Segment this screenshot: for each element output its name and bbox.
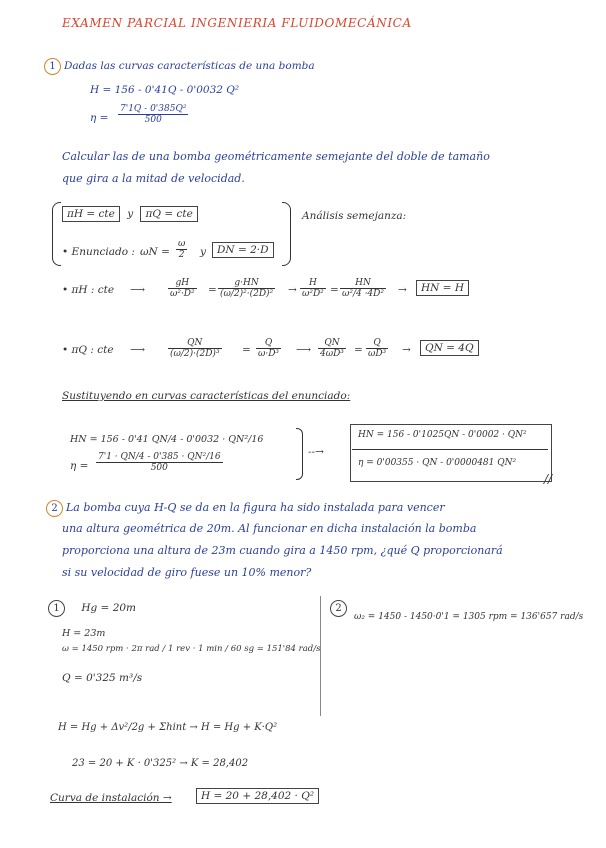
q1-task-line1: Calcular las de una bomba geométricamente semejante del doble de tamaño [62,150,490,163]
piq-f3-num: QN [318,338,346,349]
curva-eq-box: H = 20 + 28,402 · Q² [196,788,319,804]
hg-value: Hg = 20m [81,602,137,614]
analisis-label: Análisis semejanza: [302,210,407,222]
pi-q-row-label: • πQ : cte [62,344,114,356]
pih-f1-num: gH [168,278,197,289]
pih-frac-1 [168,278,197,299]
piq-frac-1 [168,338,222,359]
pi-h-row [62,208,198,220]
omega-conversion: ω = 1450 rpm · 2π rad / 1 rev · 1 min / 60 sg = 151'84 rad/s [62,644,321,654]
q2-line3: proporciona una altura de 23m cuando gira a 1450 rpm, ¿qué Q proporcionará [62,544,503,557]
q1-eta-num: 7'1Q - 0'385Q² [120,104,187,114]
and-1: y [127,208,134,220]
piq-f4-num: Q [366,338,388,349]
wn-lhs: ωN = [140,246,170,258]
piq-f1-den: (ω/2)·(2D)³ [170,349,220,359]
arrow-1: ⟶ [130,284,146,296]
eta-sub-label: η = [70,460,89,472]
k-substitution: 23 = 20 + K · 0'325² → K = 28,402 [72,758,249,769]
sub-right-brace [296,428,303,480]
left-brace [52,202,61,266]
arrow-3: → [398,284,407,296]
eta-sub-fraction [96,452,223,473]
result-eta: η = 0'00355 · QN - 0'0000481 QN² [358,458,517,468]
pih-result-wrap [416,282,469,294]
pi-q-box: πQ = cte [140,206,197,222]
hn-substituted: HN = 156 - 0'41 QN/4 - 0'0032 · QN²/16 [70,434,264,445]
and-2: y [200,246,206,258]
pih-frac-4 [340,278,386,299]
eq-2: = [330,284,339,296]
part2-circle: 2 [330,600,347,617]
omega2-line: ω₂ = 1450 - 1450·0'1 = 1305 rpm = 136'657 rad/s [354,612,584,622]
q1-intro: Dadas las curvas características de una bomba [64,60,315,72]
eq-1: = [208,284,217,296]
pih-f1-den: ω²·D² [170,289,195,299]
result-hn: HN = 156 - 0'1025QN - 0'0002 · QN² [358,430,527,440]
pi-h-box: πH = cte [62,206,120,222]
dn-box-wrap [212,244,274,256]
q-value: Q = 0'325 m³/s [62,672,143,684]
piq-result-box: QN = 4Q [420,340,479,356]
dn-box: DN = 2·D [212,242,274,258]
piq-result-wrap [420,342,479,354]
enunciado-label: • Enunciado : [62,246,135,258]
eq-3: = [242,344,251,356]
arrow-5: ⟶ [296,344,312,356]
pih-frac-3 [300,278,326,299]
part2-circle-wrap [330,600,350,617]
double-slash-mark: // [544,472,553,486]
eq-4: = [354,344,363,356]
q2-line1-row [46,500,445,517]
curva-instalacion-label: Curva de instalación → [50,792,172,804]
pih-f2-num: g·HN [218,278,275,289]
arrow-4: ⟶ [130,344,146,356]
q1-intro-row [44,58,315,75]
wn-fraction [176,239,187,260]
pih-f3-num: H [300,278,326,289]
piq-f3-den: 4ωD³ [320,349,344,359]
piq-f2-den: ω·D³ [258,349,280,359]
curva-eq-wrap [196,790,319,802]
h-23m: H = 23m [62,628,106,639]
q1-equation-h: H = 156 - 0'41Q - 0'0032 Q² [90,84,240,96]
q2-line2: una altura geométrica de 20m. Al funcionar en dicha instalación la bomba [62,522,477,535]
pih-f3-den: ω²D² [302,289,324,299]
q2-line1: La bomba cuya H-Q se da en la figura ha sido instalada para vencer [66,501,445,514]
q1-number-circle: 1 [44,58,61,75]
part1-row [48,600,136,617]
arrow-6: → [402,344,411,356]
pih-f4-den: ω²/4 ·4D² [342,289,384,299]
piq-f2-num: Q [256,338,281,349]
arrow-7: --→ [308,446,324,458]
wn-den: 2 [178,250,185,260]
q1-eta-fraction [118,104,188,125]
q1-eta-label: η = [90,112,109,124]
pih-f2-den: (ω/2)²·(2D)² [220,289,274,299]
q1-task-line2: que gira a la mitad de velocidad. [62,172,245,185]
piq-frac-2 [256,338,281,359]
piq-frac-4 [366,338,388,359]
exam-title: EXAMEN PARCIAL INGENIERIA FLUIDOMECÁNICA [62,16,412,30]
q2-line4: si su velocidad de giro fuese un 10% menor? [62,566,312,579]
eta-sub-den: 500 [150,463,168,473]
arrow-2: → [288,284,297,296]
pih-f4-num: HN [340,278,386,289]
energy-equation: H = Hg + Δv²/2g + Σhint → H = Hg + K·Q² [58,722,278,733]
pi-h-row-label: • πH : cte [62,284,115,296]
wn-num: ω [178,239,186,249]
pih-result-box: HN = H [416,280,469,296]
q2-number-circle: 2 [46,500,63,517]
results-divider [352,449,548,450]
sustituyendo-label: Sustituyendo en curvas características del enunciado: [62,390,351,402]
eta-sub-num: 7'1 · QN/4 - 0'385 · QN²/16 [98,452,221,462]
piq-f1-num: QN [168,338,222,349]
part-divider [320,596,321,716]
part1-circle: 1 [48,600,65,617]
pih-frac-2 [218,278,275,299]
q1-eta-den: 500 [144,115,162,125]
right-brace [282,202,291,266]
piq-frac-3 [318,338,346,359]
piq-f4-den: ωD³ [368,349,387,359]
